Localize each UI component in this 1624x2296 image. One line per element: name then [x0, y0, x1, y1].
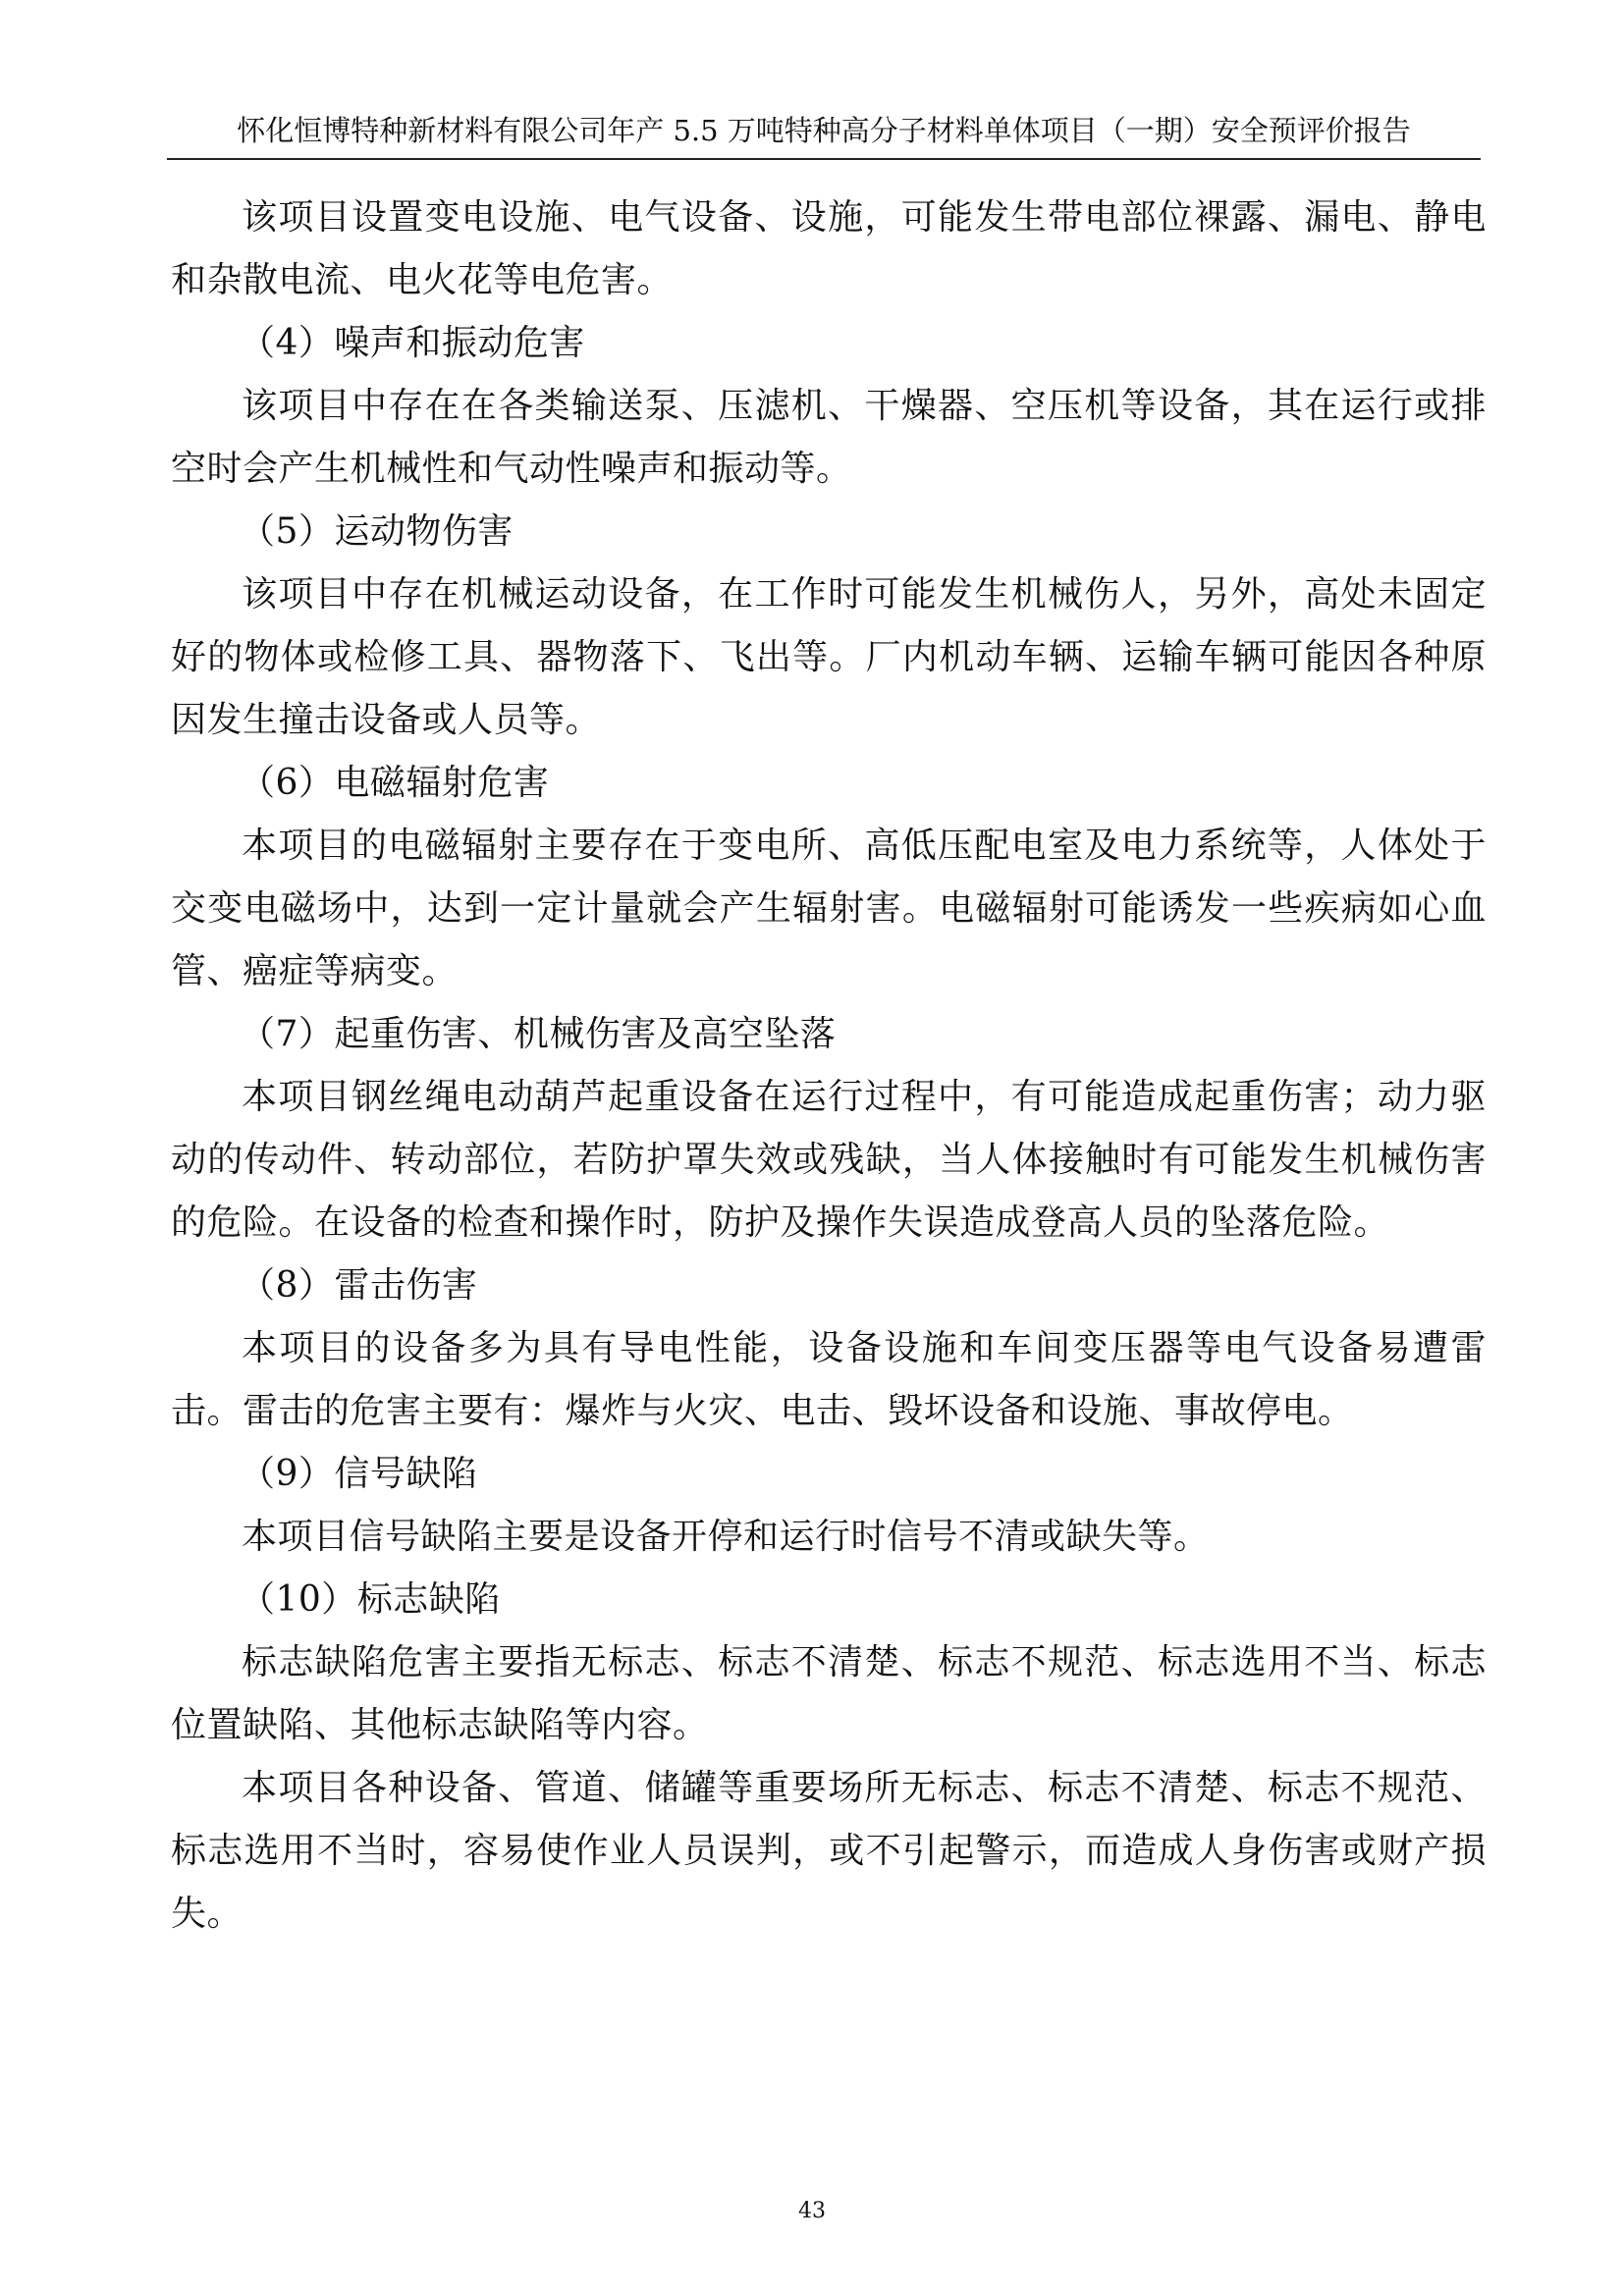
paragraph-lifting-mechanical-fall: 本项目钢丝绳电动葫芦起重设备在运行过程中，有可能造成起重伤害；动力驱动的传动件、转动部位，若防护罩失效或残缺，当人体接触时有可能发生机械伤害的危险。在设备的检查和操作时，防护及操作失误造成登高人员的坠落危险。 [171, 1077, 1487, 1243]
heading-lifting-mechanical-fall: （7）起重伤害、机械伤害及高空坠落 [240, 1014, 837, 1054]
heading-lightning: （8）雷击伤害 [240, 1265, 478, 1306]
heading-noise-vibration: （4）噪声和振动危害 [240, 323, 585, 363]
paragraph-sign-defects-definition: 标志缺陷危害主要指无标志、标志不清楚、标志不规范、标志选用不当、标志位置缺陷、其他标志缺陷等内容。 [171, 1642, 1487, 1745]
paragraph-moving-objects: 该项目中存在机械运动设备，在工作时可能发生机械伤人，另外，高处未固定好的物体或检修工具、器物落下、飞出等。厂内机动车辆、运输车辆可能因各种原因发生撞击设备或人员等。 [171, 574, 1487, 740]
paragraph-noise-vibration: 该项目中存在在各类输送泵、压滤机、干燥器、空压机等设备，其在运行或排空时会产生机械性和气动性噪声和振动等。 [171, 386, 1487, 489]
heading-sign-defects: （10）标志缺陷 [240, 1579, 501, 1620]
paragraph-electromagnetic-radiation: 本项目的电磁辐射主要存在于变电所、高低压配电室及电力系统等，人体处于交变电磁场中，达到一定计量就会产生辐射害。电磁辐射可能诱发一些疾病如心血管、癌症等病变。 [171, 826, 1487, 991]
heading-electromagnetic-radiation: （6）电磁辐射危害 [240, 763, 550, 803]
page-number: 43 [798, 2199, 826, 2223]
heading-moving-objects: （5）运动物伤害 [240, 511, 514, 552]
page-header [167, 111, 1481, 160]
paragraph-signal-defects: 本项目信号缺陷主要是设备开停和运行时信号不清或缺失等。 [242, 1517, 1210, 1557]
heading-signal-defects: （9）信号缺陷 [240, 1454, 478, 1494]
paragraph-electrical-hazard: 该项目设置变电设施、电气设备、设施，可能发生带电部位裸露、漏电、静电和杂散电流、电火花等电危害。 [171, 197, 1487, 300]
paragraph-lightning: 本项目的设备多为具有导电性能，设备设施和车间变压器等电气设备易遭雷击。雷击的危害主要有：爆炸与火灾、电击、毁坏设备和设施、事故停电。 [171, 1328, 1487, 1431]
paragraph-sign-defects-project: 本项目各种设备、管道、储罐等重要场所无标志、标志不清楚、标志不规范、标志选用不当时，容易使作业人员误判，或不引起警示，而造成人身伤害或财产损失。 [171, 1768, 1487, 1934]
report-title: 怀化恒博特种新材料有限公司年产 5.5 万吨特种高分子材料单体项目（一期）安全预评价报告 [237, 114, 1411, 147]
document-body [171, 187, 1487, 1946]
